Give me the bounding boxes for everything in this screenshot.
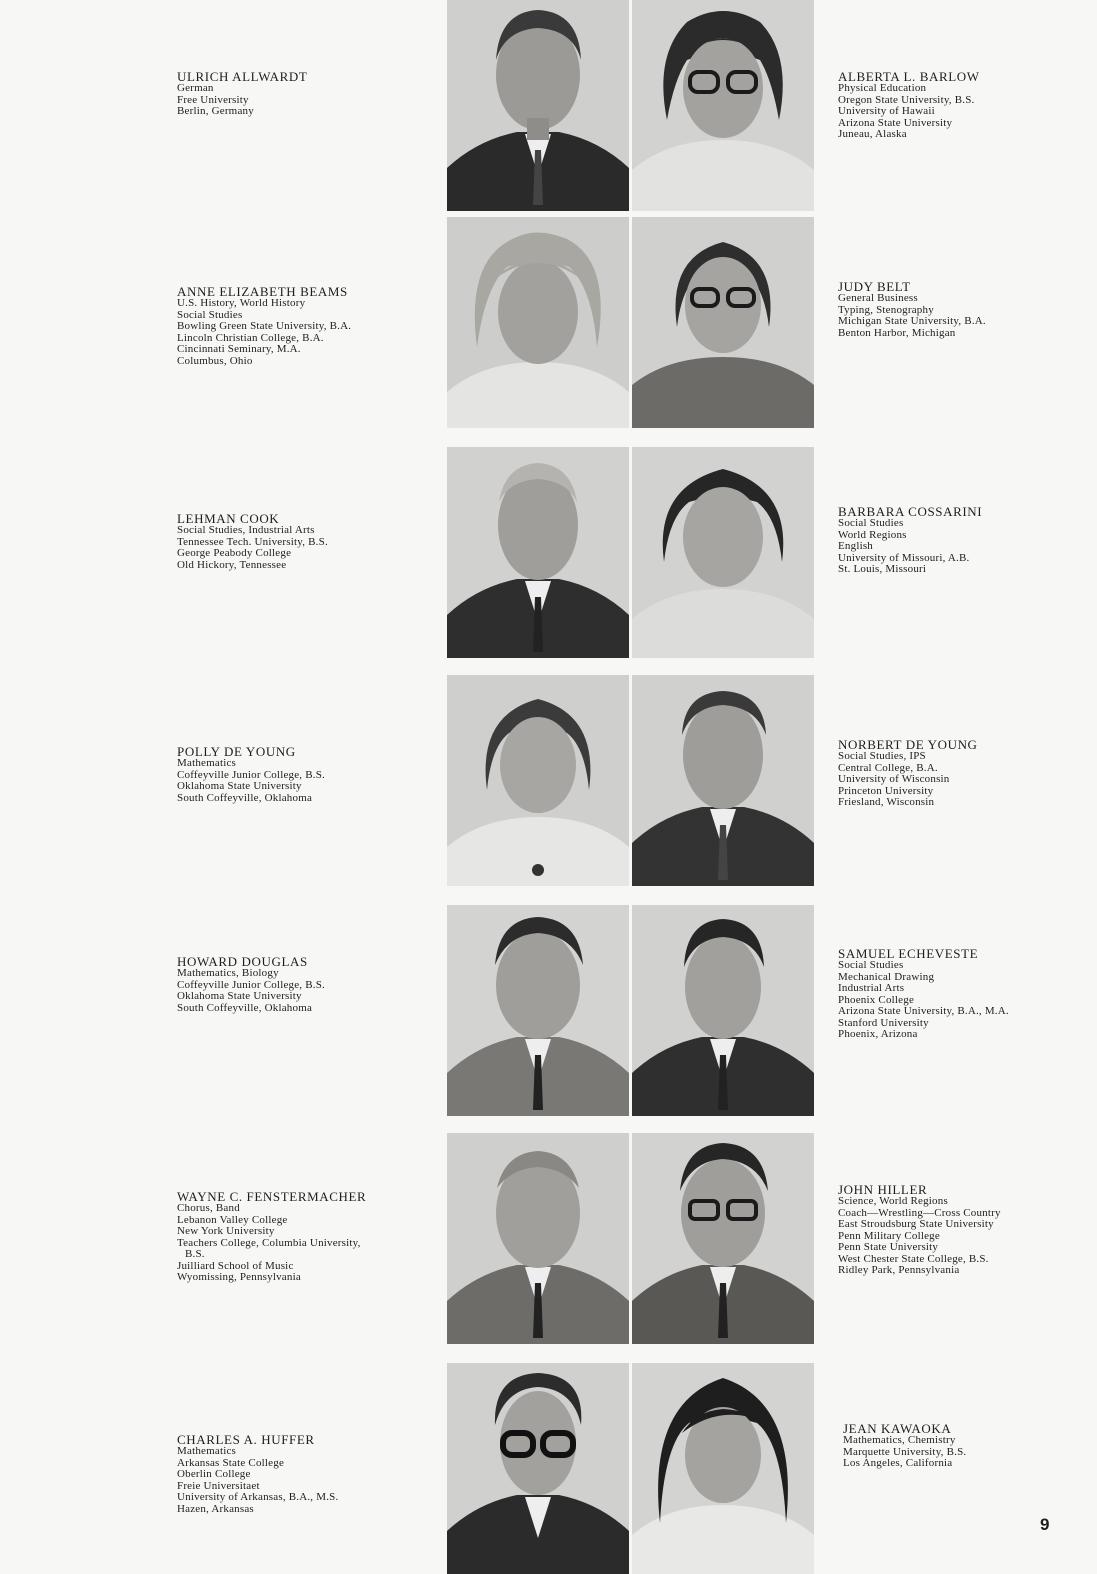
bio-line: South Coffeyville, Oklahoma [177, 791, 313, 804]
bio-line: South Coffeyville, Oklahoma [177, 1001, 313, 1014]
bio-line: B.S. [185, 1248, 205, 1260]
faculty-name: JEAN KAWAOKA [843, 1421, 952, 1436]
bio-norbert-de-young [838, 738, 978, 809]
portrait-photo [447, 0, 629, 211]
portrait-woman-icon [632, 217, 814, 428]
page-number: 9 [1040, 1515, 1050, 1534]
bio-line: Juilliard School of Music [177, 1259, 294, 1272]
bio-line: Coffeyville Junior College, B.S. [177, 978, 325, 991]
bio-line: U.S. History, World History [177, 297, 306, 309]
bio-line: Arizona State University [838, 116, 953, 129]
bio-line: Oberlin College [177, 1468, 251, 1480]
faculty-name: HOWARD DOUGLAS [177, 954, 308, 969]
bio-line: Michigan State University, B.A. [838, 315, 986, 327]
bio-lehman-cook [177, 512, 328, 571]
bio-line: Mathematics, Chemistry [843, 1434, 956, 1446]
bio-line: Central College, B.A. [838, 761, 938, 774]
bio-line: Teachers College, Columbia University, [177, 1236, 361, 1249]
bio-ulrich-allwardt [177, 70, 307, 118]
bio-line: Social Studies [838, 959, 904, 971]
bio-line: Coach—Wrestling—Cross Country [838, 1206, 1001, 1219]
bio-line: Berlin, Germany [177, 105, 254, 117]
faculty-name: BARBARA COSSARINI [838, 504, 983, 519]
bio-line: Old Hickory, Tennessee [177, 558, 287, 571]
bio-line: Hazen, Arkansas [177, 1502, 254, 1515]
portrait-man-icon [632, 675, 814, 886]
faculty-name: NORBERT DE YOUNG [838, 737, 978, 752]
bio-line: Social Studies, IPS [838, 750, 926, 762]
bio-line: Arizona State University, B.A., M.A. [838, 1005, 1009, 1017]
bio-line: Juneau, Alaska [838, 128, 907, 140]
portrait-photo [447, 905, 629, 1116]
faculty-name: SAMUEL ECHEVESTE [838, 946, 979, 961]
portrait-photo [447, 447, 629, 658]
portrait-woman-icon [632, 0, 814, 211]
portrait-photo [632, 905, 814, 1116]
bio-line: Friesland, Wisconsin [838, 796, 935, 808]
bio-line: Free University [177, 93, 249, 106]
bio-line: St. Louis, Missouri [838, 563, 927, 575]
faculty-name: JOHN HILLER [838, 1182, 928, 1197]
bio-line: Industrial Arts [838, 982, 905, 994]
portrait-photo [632, 1133, 814, 1344]
bio-line: Lebanon Valley College [177, 1213, 288, 1226]
bio-line: West Chester State College, B.S. [838, 1252, 989, 1265]
bio-line: Mathematics [177, 1445, 237, 1457]
bio-samuel-echeveste [838, 947, 1009, 1041]
faculty-name: CHARLES A. HUFFER [177, 1432, 315, 1447]
portrait-man-icon [632, 1133, 814, 1344]
bio-judy-belt [838, 280, 986, 339]
bio-line: German [177, 82, 214, 94]
faculty-name: WAYNE C. FENSTERMACHER [177, 1189, 367, 1204]
bio-line: University of Arkansas, B.A., M.S. [177, 1491, 339, 1503]
bio-line: Los Angeles, California [843, 1457, 953, 1469]
bio-line: Typing, Stenography [838, 303, 934, 316]
bio-line: Freie Universitaet [177, 1479, 260, 1492]
bio-barbara-cossarini [838, 505, 982, 576]
bio-line: Social Studies [177, 308, 243, 321]
bio-line: University of Wisconsin [838, 773, 950, 785]
portrait-woman-icon [447, 675, 629, 886]
bio-john-hiller [838, 1183, 1001, 1277]
faculty-name: POLLY DE YOUNG [177, 744, 296, 759]
bio-line: Phoenix College [838, 993, 915, 1006]
faculty-name: LEHMAN COOK [177, 511, 280, 526]
bio-line: Mathematics [177, 757, 237, 769]
portrait-man-icon [447, 1133, 629, 1344]
bio-howard-douglas [177, 955, 325, 1014]
bio-line: University of Hawaii [838, 105, 935, 117]
bio-line: Ridley Park, Pennsylvania [838, 1264, 960, 1276]
bio-line: Marquette University, B.S. [843, 1445, 967, 1458]
bio-line: Oklahoma State University [177, 780, 302, 792]
portrait-photo [447, 675, 629, 886]
portrait-woman-icon [632, 1363, 814, 1574]
portrait-man-icon [447, 905, 629, 1116]
bio-line: New York University [177, 1225, 275, 1237]
bio-line: Penn Military College [838, 1229, 940, 1242]
bio-line: Penn State University [838, 1241, 939, 1253]
portrait-photo [447, 217, 629, 428]
faculty-name: ALBERTA L. BARLOW [838, 69, 980, 84]
faculty-name: ANNE ELIZABETH BEAMS [177, 284, 348, 299]
bio-line: Physical Education [838, 82, 927, 94]
bio-anne-beams [177, 285, 351, 367]
bio-alberta-barlow [838, 70, 980, 141]
bio-line: Science, World Regions [838, 1195, 948, 1207]
bio-line: Social Studies [838, 517, 904, 529]
portrait-photo [632, 217, 814, 428]
bio-line: Princeton University [838, 784, 934, 797]
bio-line: Chorus, Band [177, 1202, 240, 1214]
portrait-man-icon [447, 1363, 629, 1574]
portrait-woman-icon [447, 217, 629, 428]
portrait-photo [447, 1133, 629, 1344]
portrait-man-icon [447, 447, 629, 658]
bio-line: Wyomissing, Pennsylvania [177, 1271, 301, 1283]
portrait-photo [447, 1363, 629, 1574]
bio-line: Mathematics, Biology [177, 967, 279, 979]
bio-charles-huffer [177, 1433, 338, 1515]
bio-jean-kawaoka [843, 1422, 966, 1470]
bio-line: Lincoln Christian College, B.A. [177, 331, 324, 344]
bio-line: Columbus, Ohio [177, 354, 253, 367]
bio-line: East Stroudsburg State University [838, 1218, 994, 1230]
faculty-name: JUDY BELT [838, 279, 911, 294]
bio-wayne-fenstermacher [177, 1190, 366, 1284]
bio-line: Tennessee Tech. University, B.S. [177, 535, 328, 548]
bio-line: General Business [838, 292, 918, 304]
bio-line: Benton Harbor, Michigan [838, 326, 956, 339]
bio-line: Arkansas State College [177, 1456, 285, 1469]
portrait-photo [632, 0, 814, 211]
portrait-man-icon [632, 905, 814, 1116]
portrait-photo [632, 1363, 814, 1574]
portrait-woman-icon [632, 447, 814, 658]
bio-line: Mechanical Drawing [838, 970, 935, 983]
bio-line: University of Missouri, A.B. [838, 551, 970, 564]
bio-line: Phoenix, Arizona [838, 1028, 918, 1040]
bio-line: Bowling Green State University, B.A. [177, 320, 352, 332]
bio-line: Social Studies, Industrial Arts [177, 524, 315, 536]
bio-line: Oregon State University, B.S. [838, 93, 975, 106]
portrait-man-icon [447, 0, 629, 211]
portrait-photo [632, 675, 814, 886]
faculty-name: ULRICH ALLWARDT [177, 69, 308, 84]
bio-line: Oklahoma State University [177, 990, 302, 1002]
bio-line: George Peabody College [177, 547, 292, 559]
bio-line: Cincinnati Seminary, M.A. [177, 343, 301, 355]
bio-polly-de-young [177, 745, 325, 804]
bio-line: Coffeyville Junior College, B.S. [177, 768, 325, 781]
portrait-photo [632, 447, 814, 658]
bio-line: Stanford University [838, 1016, 929, 1029]
bio-line: World Regions [838, 528, 907, 541]
bio-line: English [838, 540, 874, 552]
